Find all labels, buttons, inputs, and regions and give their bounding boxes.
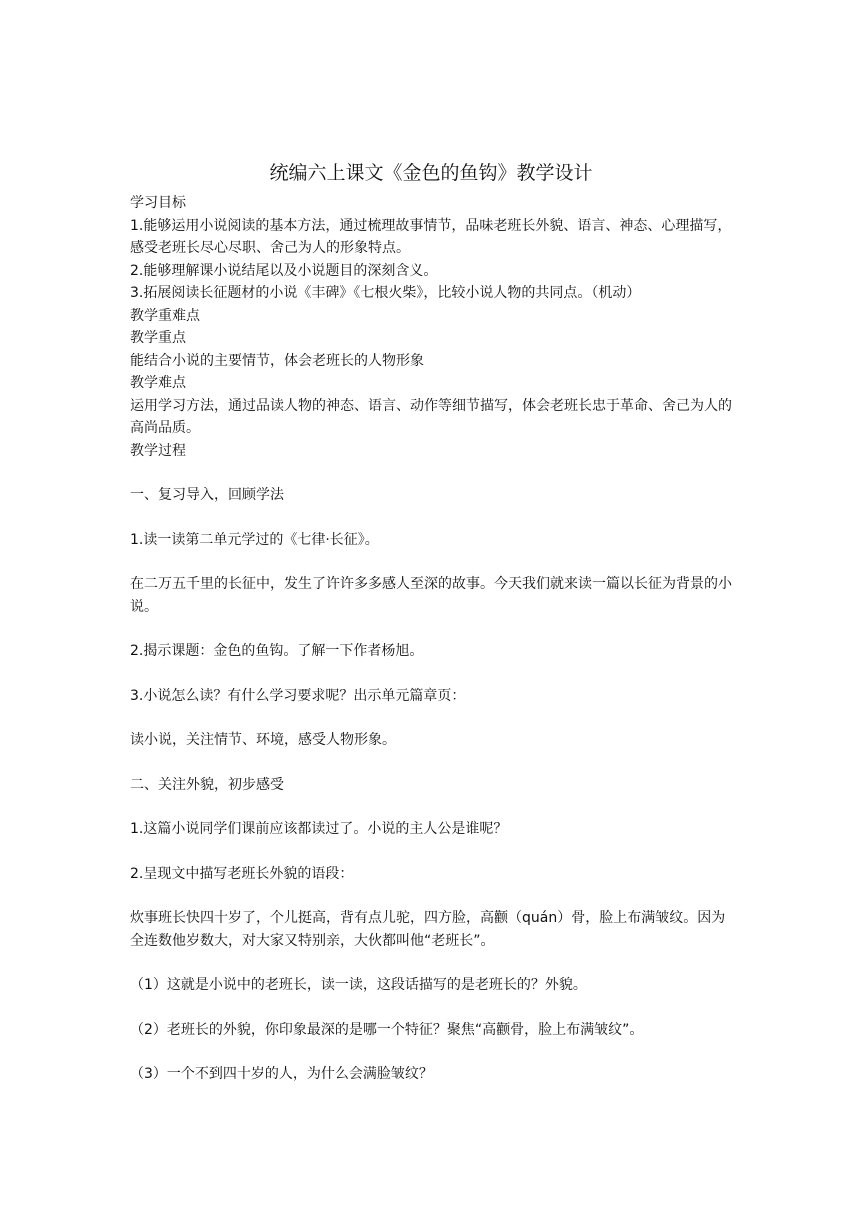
section-heading-2: 二、关注外貌，初步感受 <box>130 776 284 793</box>
step-1-2: 2.揭示课题：金色的鱼钩。了解一下作者杨旭。 <box>130 643 424 659</box>
section-heading-1: 一、复习导入，回顾学法 <box>130 487 284 503</box>
question-1: （1）这就是小说中的老班长，读一读，这段话描写的是老班长的？外貌。 <box>130 977 587 993</box>
heading-teaching-process: 教学过程 <box>130 442 186 459</box>
step-2-1: 1.这篇小说同学们课前应该都读过了。小说的主人公是谁呢？ <box>130 821 508 837</box>
heading-key-difficult-points: 教学重难点 <box>130 307 200 324</box>
key-point-text: 能结合小说的主要情节，体会老班长的人物形象 <box>130 352 424 369</box>
goal-item-2: 2.能够理解课小说结尾以及小说题目的深刻含义。 <box>130 262 438 279</box>
difficult-point-text: 运用学习方法，通过品读人物的神态、语言、动作等细节描写，体会老班长忠于革命、舍己为人的高尚品质。 <box>130 397 732 436</box>
goal-item-3: 3.拓展阅读长征题材的小说《丰碑》《七根火柴》，比较小说人物的共同点。（机动） <box>130 285 641 301</box>
question-3: （3）一个不到四十岁的人，为什么会满脸皱纹？ <box>130 1066 433 1082</box>
heading-learning-goals: 学习目标 <box>130 195 186 211</box>
document-title: 统编六上课文《金色的鱼钩》教学设计 <box>269 162 593 184</box>
document-page <box>130 158 732 1086</box>
quoted-passage: 炊事班长快四十岁了，个儿挺高，背有点儿驼，四方脸，高颧（quán）骨，脸上布满皱纹。因为全连数他岁数大，对大家又特别亲，大伙都叫他“老班长”。 <box>130 910 726 949</box>
intro-paragraph: 在二万五千里的长征中，发生了许许多多感人至深的故事。今天我们就来读一篇以长征为背景的小说。 <box>130 576 732 615</box>
question-2: （2）老班长的外貌，你印象最深的是哪一个特征？聚焦“高颧骨，脸上布满皱纹”。 <box>130 1021 644 1038</box>
step-1-1: 1.读一读第二单元学过的《七律·长征》。 <box>130 531 379 548</box>
heading-difficult-point: 教学难点 <box>130 375 186 391</box>
step-1-3: 3.小说怎么读？有什么学习要求呢？出示单元篇章页： <box>130 687 466 704</box>
reading-requirement: 读小说，关注情节、环境，感受人物形象。 <box>130 732 396 748</box>
goal-item-1: 1.能够运用小说阅读的基本方法，通过梳理故事情节，品味老班长外貌、语言、神态、心理描写，感受老班长尽心尽职、舍己为人的形象特点。 <box>130 217 732 256</box>
step-2-2: 2.呈现文中描写老班长外貌的语段： <box>130 865 354 882</box>
heading-key-point: 教学重点 <box>130 330 186 346</box>
